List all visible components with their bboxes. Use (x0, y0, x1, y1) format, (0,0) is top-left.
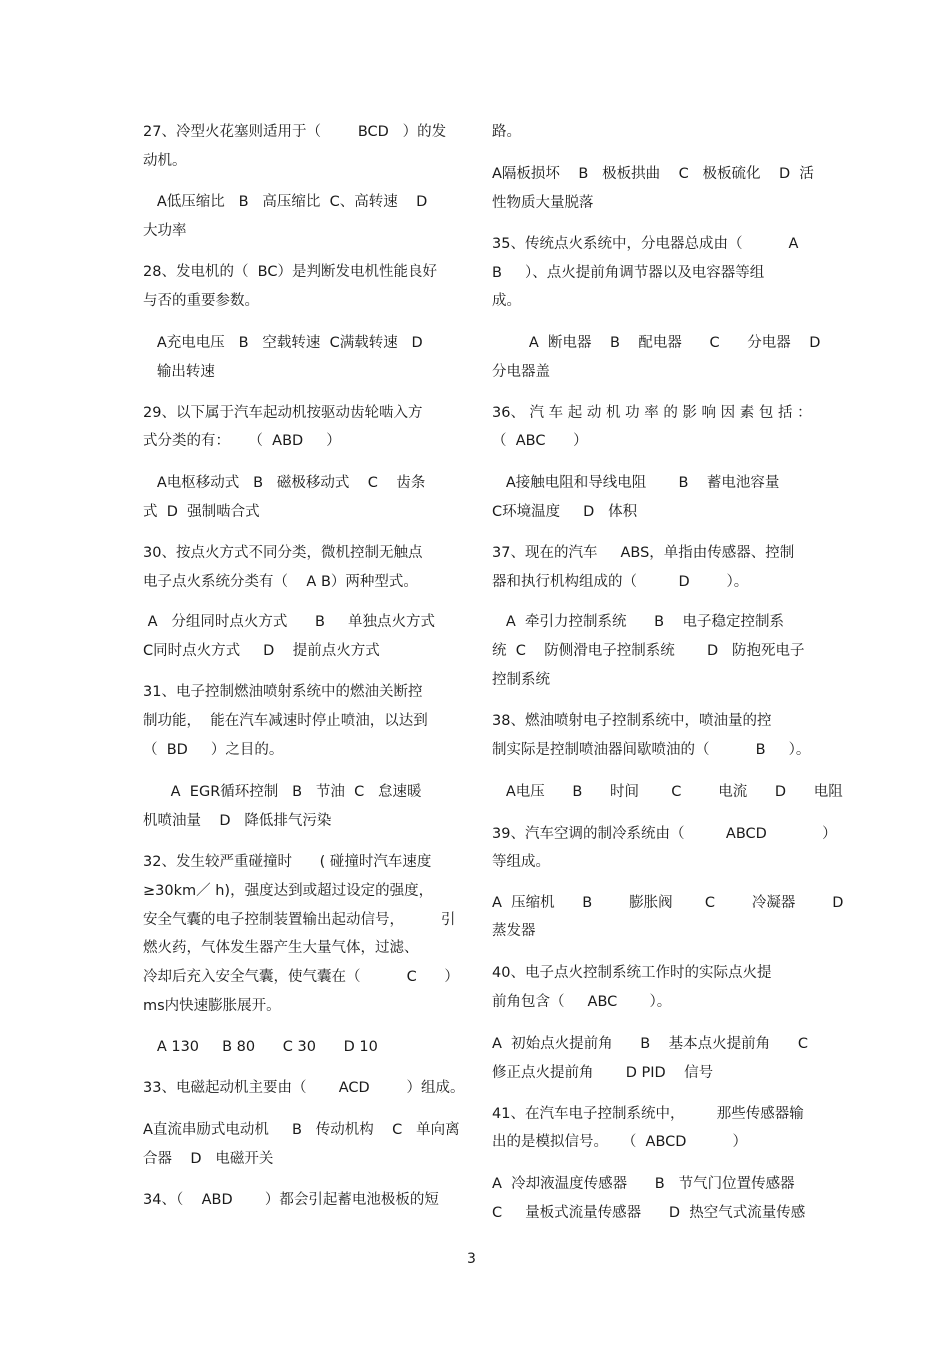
text-line: A直流串励式电动机 B 传动机构 C 单向离 (143, 1122, 460, 1138)
text-line: 30、按点火方式不同分类，微机控制无触点 (143, 545, 423, 561)
text-line: 前角包含（ ABC ）。 (492, 994, 672, 1010)
text-line: 控制系统 (492, 672, 550, 688)
text-line: 31、电子控制燃油喷射系统中的燃油关断控 (143, 684, 423, 700)
text-line: 式分类的有： （ ABD ） (143, 433, 341, 449)
text-line: A 断电器 B 配电器 C 分电器 D (492, 335, 821, 351)
page-number: 3 (467, 1251, 476, 1267)
text-line: 动机。 (143, 153, 187, 169)
text-line: （ BD ）之目的。 (143, 742, 284, 758)
text-line: 器和执行机构组成的（ D ）。 (492, 574, 749, 590)
text-line: 路。 (492, 124, 521, 140)
text-line: 等组成。 (492, 854, 550, 870)
text-line: 合器 D 电磁开关 (143, 1151, 274, 1167)
text-line: A电压 B 时间 C 电流 D 电阻 (492, 784, 843, 800)
text-line: 性物质大量脱落 (492, 195, 594, 211)
text-line: 修正点火提前角 D PID 信号 (492, 1065, 714, 1081)
text-line: 分电器盖 (492, 364, 550, 380)
text-line: A 牵引力控制系统 B 电子稳定控制系 (492, 614, 785, 630)
text-line: C 量板式流量传感器 D 热空气式流量传感 (492, 1205, 806, 1221)
text-line: A 压缩机 B 膨胀阀 C 冷凝器 D (492, 895, 844, 911)
text-line: A 冷却液温度传感器 B 节气门位置传感器 (492, 1176, 795, 1192)
text-line: 机喷油量 D 降低排气污染 (143, 813, 332, 829)
text-line: ms内快速膨胀展开。 (143, 998, 281, 1014)
text-line: 成。 (492, 293, 521, 309)
text-line: 出的是模拟信号。 （ ABCD ） (492, 1134, 748, 1150)
text-line: ≥30km／ h)，强度达到或超过设定的强度， (143, 883, 434, 899)
text-line: 41、在汽车电子控制系统中， 那些传感器输 (492, 1106, 804, 1122)
text-line: C环境温度 D 体积 (492, 504, 638, 520)
text-line: 制功能， 能在汽车减速时停止喷油，以达到 (143, 713, 428, 729)
text-line: 27、冷型火花塞则适用于（ BCD ）的发 (143, 124, 447, 140)
text-line: 38、燃油喷射电子控制系统中，喷油量的控 (492, 713, 772, 729)
text-line: 34、（ ABD ）都会引起蓄电池极板的短 (143, 1192, 439, 1208)
text-line: 37、现在的汽车 ABS，单指由传感器、控制 (492, 545, 795, 561)
text-line: A电枢移动式 B 磁极移动式 C 齿条 (143, 475, 426, 491)
text-line: A接触电阻和导线电阻 B 蓄电池容量 (492, 475, 780, 491)
text-line: C同时点火方式 D 提前点火方式 (143, 643, 380, 659)
text-line: 29、以下属于汽车起动机按驱动齿轮啮入方 (143, 405, 423, 421)
text-line: 大功率 (143, 223, 187, 239)
text-line: 安全气囊的电子控制装置输出起动信号， 引 (143, 912, 456, 928)
text-line: 28、发电机的（ BC）是判断发电机性能良好 (143, 264, 437, 280)
text-line: A 130 B 80 C 30 D 10 (143, 1039, 378, 1055)
text-line: 统 C 防侧滑电子控制系统 D 防抱死电子 (492, 643, 805, 659)
text-line: A隔板损坏 B 极板拱曲 C 极板硫化 D 活 (492, 166, 814, 182)
text-line: （ ABC ） (492, 433, 588, 449)
text-line: A低压缩比 B 高压缩比 C、高转速 D (143, 194, 428, 210)
text-line: 冷却后充入安全气囊，使气囊在（ C ） (143, 969, 459, 985)
text-line: A 分组同时点火方式 B 单独点火方式 (143, 614, 436, 630)
text-line: 蒸发器 (492, 923, 536, 939)
text-line: A 初始点火提前角 B 基本点火提前角 C (492, 1036, 808, 1052)
text-line: 39、汽车空调的制冷系统由（ ABCD ） (492, 826, 837, 842)
text-line: 制实际是控制喷油器间歇喷油的（ B ）。 (492, 742, 811, 758)
text-line: 输出转速 (143, 364, 215, 380)
text-line: 电子点火系统分类有（ A B）两种型式。 (143, 574, 418, 590)
text-line: 式 D 强制啮合式 (143, 504, 260, 520)
text-line: 40、电子点火控制系统工作时的实际点火提 (492, 965, 772, 981)
text-line: A EGR循环控制 B 节油 C 怠速暖 (143, 784, 422, 800)
text-line: B ）、点火提前角调节器以及电容器等组 (492, 265, 765, 281)
text-line: 35、传统点火系统中，分电器总成由（ A (492, 236, 799, 252)
text-line: A充电电压 B 空载转速 C满载转速 D (143, 335, 423, 351)
text-line: 与否的重要参数。 (143, 293, 259, 309)
text-line: 燃火药，气体发生器产生大量气体，过滤、 (143, 940, 419, 956)
text-line: 33、电磁起动机主要由（ ACD ）组成。 (143, 1080, 465, 1096)
text-line: 32、发生较严重碰撞时 ( 碰撞时汽车速度 (143, 854, 432, 870)
text-line: 36、 汽 车 起 动 机 功 率 的 影 响 因 素 包 括 ： (492, 405, 812, 421)
